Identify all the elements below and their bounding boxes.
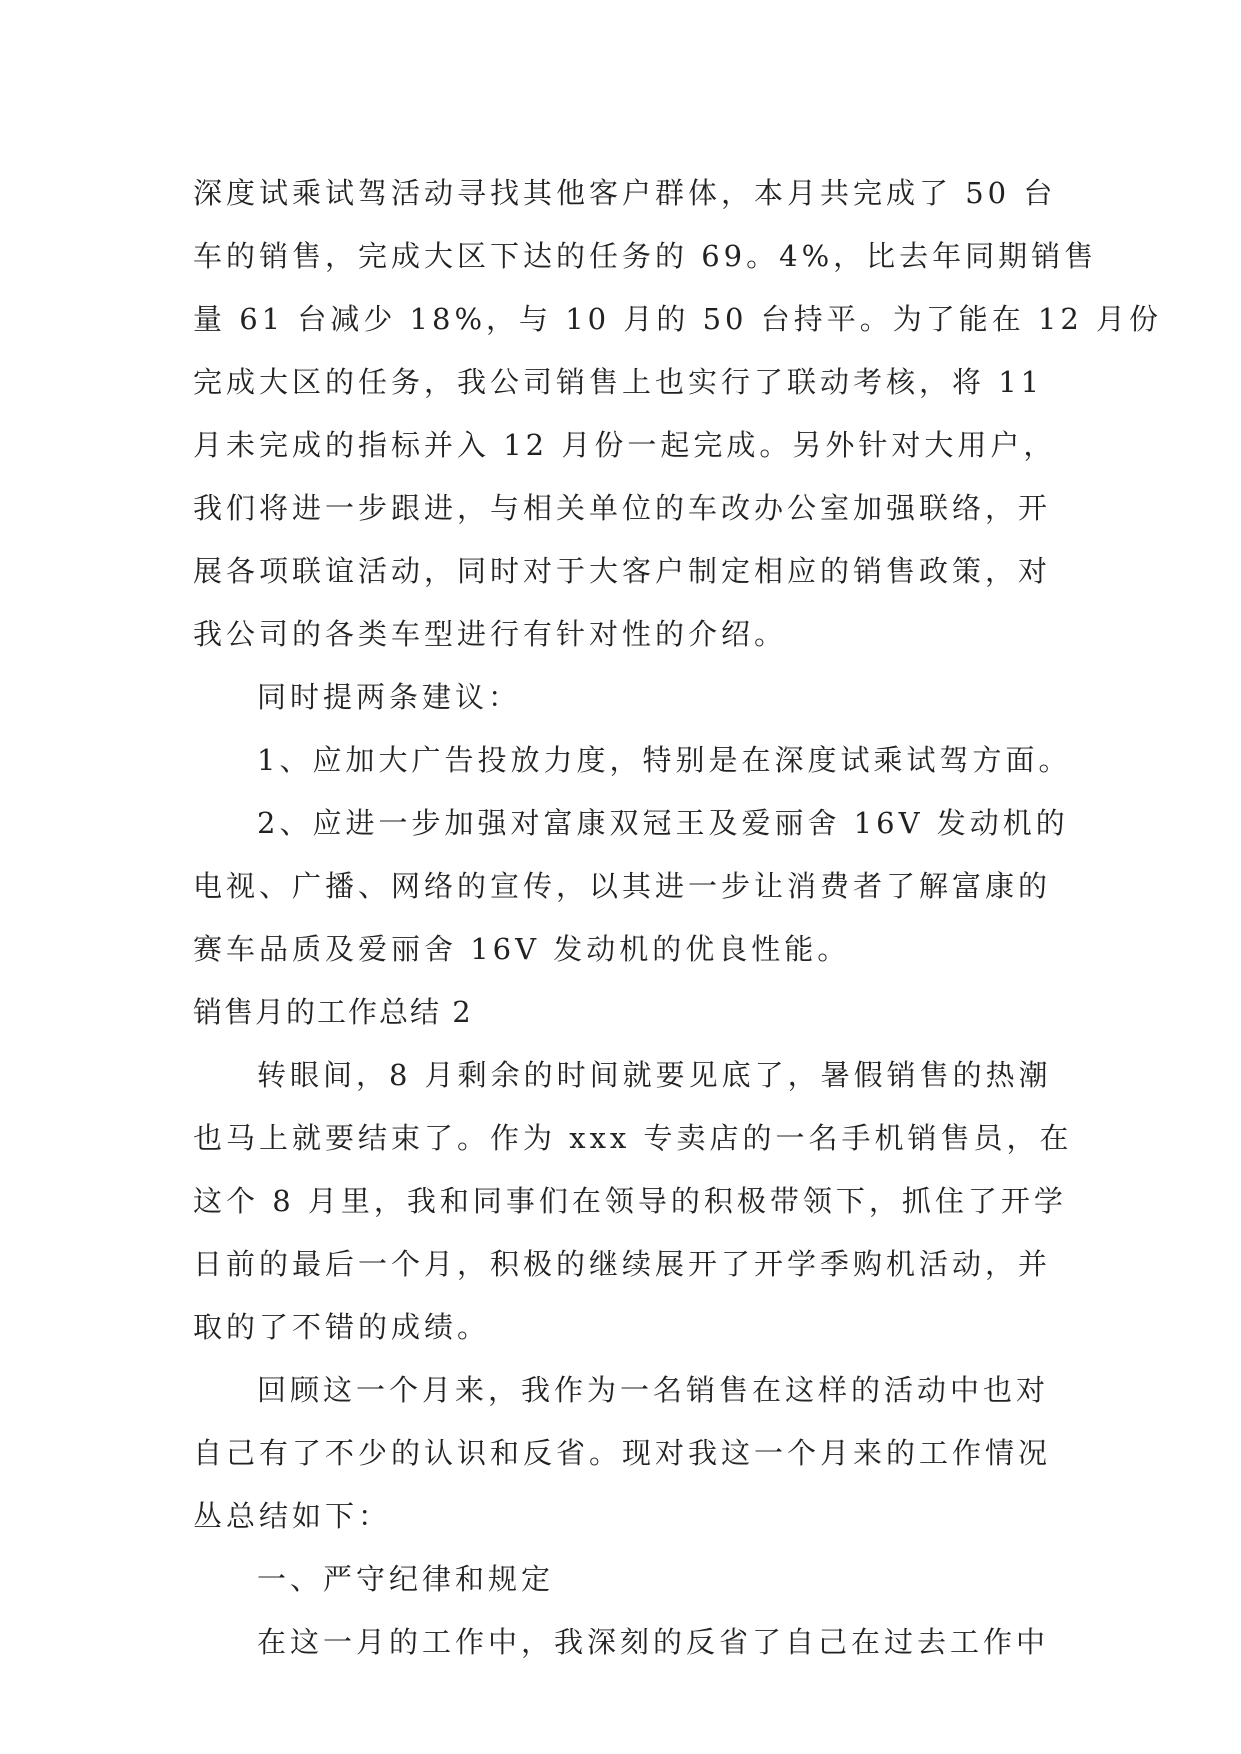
text-line: 日前的最后一个月，积极的继续展开了开学季购机活动，并	[193, 1247, 1052, 1281]
text-line: 在这一月的工作中，我深刻的反省了自己在过去工作中	[257, 1625, 1050, 1659]
text-line: 回顾这一个月来，我作为一名销售在这样的活动中也对	[257, 1373, 1050, 1407]
text-line: 转眼间，8 月剩余的时间就要见底了，暑假销售的热潮	[257, 1058, 1052, 1092]
text-line: 取的了不错的成绩。	[193, 1310, 491, 1344]
text-line: 车的销售，完成大区下达的任务的 69。4%，比去年同期销售	[193, 239, 1098, 273]
text-line: 这个 8 月里，我和同事们在领导的积极带领下，抓住了开学	[193, 1184, 1067, 1218]
text-line: 一、严守纪律和规定	[257, 1562, 555, 1596]
text-line: 我公司的各类车型进行有针对性的介绍。	[193, 617, 788, 651]
text-line: 量 61 台减少 18%，与 10 月的 50 台持平。为了能在 12 月份	[193, 302, 1163, 336]
text-line: 自己有了不少的认识和反省。现对我这一个月来的工作情况	[193, 1436, 1052, 1470]
document-body	[193, 162, 1163, 1674]
text-line: 同时提两条建议：	[257, 680, 522, 714]
section-heading: 销售月的工作总结 2	[193, 995, 473, 1029]
text-line: 丛总结如下：	[193, 1499, 392, 1533]
text-line: 展各项联谊活动，同时对于大客户制定相应的销售政策，对	[193, 554, 1052, 588]
text-line: 月未完成的指标并入 12 月份一起完成。另外针对大用户，	[193, 428, 1057, 462]
text-line: 2、应进一步加强对富康双冠王及爱丽舍 16V 发动机的	[257, 806, 1069, 840]
text-line: 电视、广播、网络的宣传，以其进一步让消费者了解富康的	[193, 869, 1052, 903]
text-line: 深度试乘试驾活动寻找其他客户群体，本月共完成了 50 台	[193, 176, 1057, 210]
text-line: 我们将进一步跟进，与相关单位的车改办公室加强联络，开	[193, 491, 1052, 525]
text-line: 赛车品质及爱丽舍 16V 发动机的优良性能。	[193, 932, 851, 966]
text-line: 1、应加大广告投放力度，特别是在深度试乘试驾方面。	[257, 743, 1072, 777]
text-line: 也马上就要结束了。作为 xxx 专卖店的一名手机销售员，在	[193, 1121, 1073, 1155]
text-line: 完成大区的任务，我公司销售上也实行了联动考核，将 11	[193, 365, 1044, 399]
